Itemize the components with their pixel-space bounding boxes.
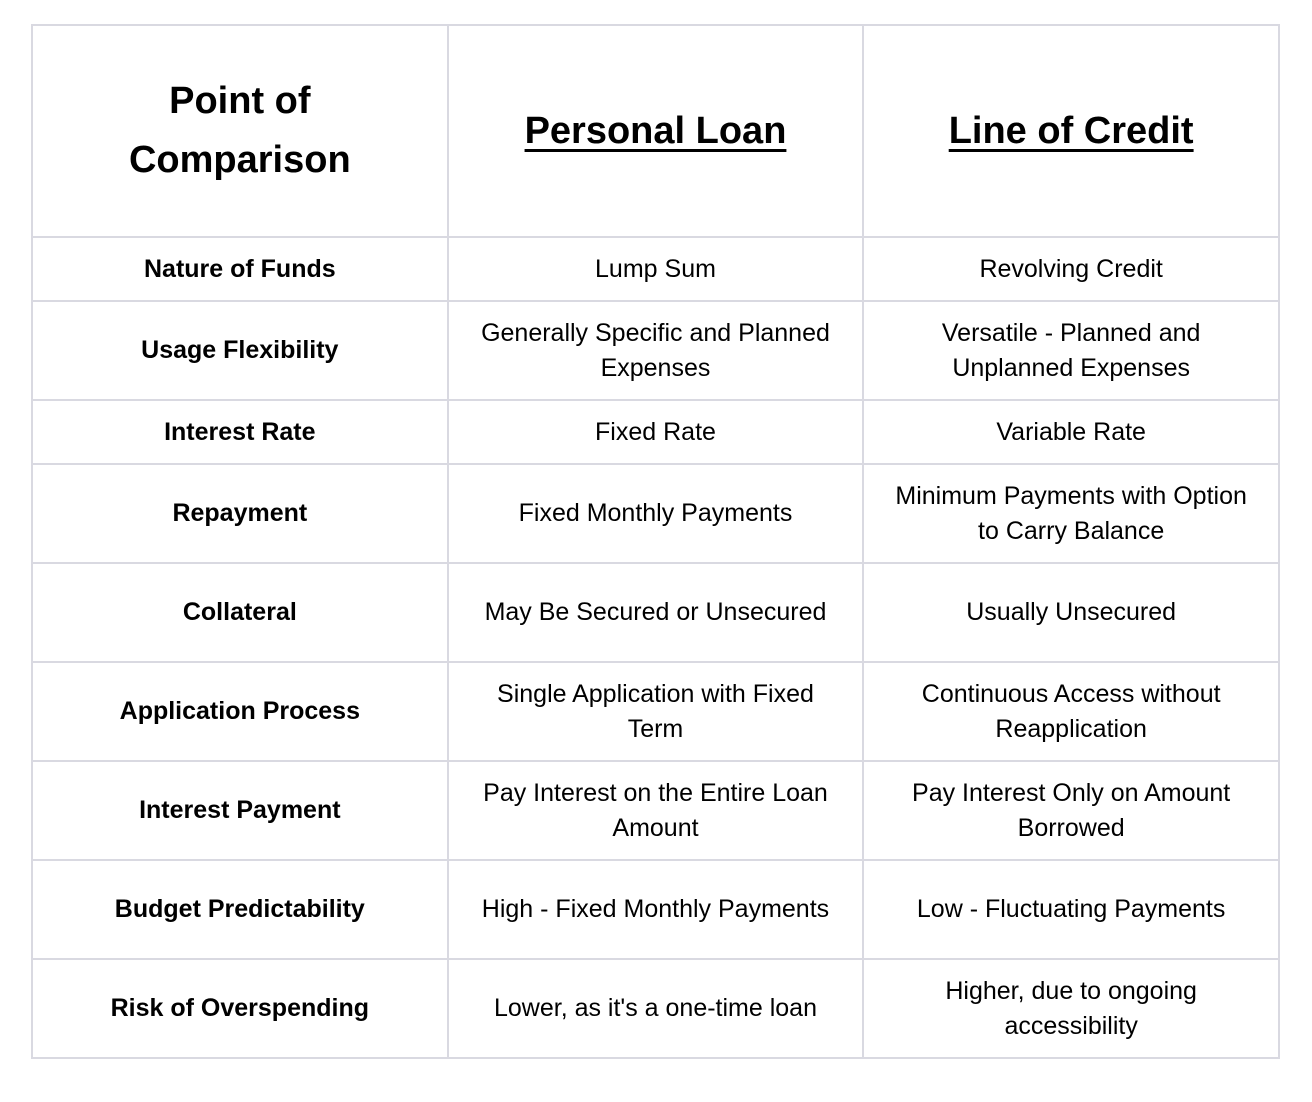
header-row <box>32 25 1279 237</box>
personal-loan-cell: Single Application with Fixed Term <box>448 662 864 761</box>
row-label: Risk of Overspending <box>32 959 448 1058</box>
row-label: Usage Flexibility <box>32 301 448 400</box>
personal-loan-cell: Generally Specific and Planned Expenses <box>448 301 864 400</box>
row-label: Application Process <box>32 662 448 761</box>
line-of-credit-cell: Continuous Access without Reapplication <box>863 662 1279 761</box>
table-row <box>32 662 1279 761</box>
personal-loan-cell: Lump Sum <box>448 237 864 301</box>
table-row <box>32 860 1279 959</box>
table-row <box>32 563 1279 662</box>
line-of-credit-cell: Usually Unsecured <box>863 563 1279 662</box>
row-label: Interest Rate <box>32 400 448 464</box>
line-of-credit-cell: Pay Interest Only on Amount Borrowed <box>863 761 1279 860</box>
header-point-of-comparison <box>32 25 448 237</box>
personal-loan-cell: Lower, as it's a one-time loan <box>448 959 864 1058</box>
line-of-credit-cell: Higher, due to ongoing accessibility <box>863 959 1279 1058</box>
line-of-credit-cell: Low - Fluctuating Payments <box>863 860 1279 959</box>
table-row <box>32 959 1279 1058</box>
table-row <box>32 301 1279 400</box>
personal-loan-cell: High - Fixed Monthly Payments <box>448 860 864 959</box>
row-label: Collateral <box>32 563 448 662</box>
table-row <box>32 464 1279 563</box>
personal-loan-cell: Pay Interest on the Entire Loan Amount <box>448 761 864 860</box>
header-personal-loan: Personal Loan <box>448 25 864 237</box>
table-row <box>32 237 1279 301</box>
line-of-credit-cell: Variable Rate <box>863 400 1279 464</box>
table-row <box>32 761 1279 860</box>
personal-loan-cell: May Be Secured or Unsecured <box>448 563 864 662</box>
line-of-credit-cell: Minimum Payments with Option to Carry Balance <box>863 464 1279 563</box>
row-label: Budget Predictability <box>32 860 448 959</box>
row-label: Interest Payment <box>32 761 448 860</box>
personal-loan-cell: Fixed Monthly Payments <box>448 464 864 563</box>
row-label: Repayment <box>32 464 448 563</box>
line-of-credit-cell: Revolving Credit <box>863 237 1279 301</box>
header-label: Point of Comparison <box>128 80 351 181</box>
header-line-of-credit: Line of Credit <box>863 25 1279 237</box>
row-label: Nature of Funds <box>32 237 448 301</box>
personal-loan-cell: Fixed Rate <box>448 400 864 464</box>
line-of-credit-cell: Versatile - Planned and Unplanned Expenses <box>863 301 1279 400</box>
table-row <box>32 400 1279 464</box>
comparison-table <box>31 24 1280 1059</box>
